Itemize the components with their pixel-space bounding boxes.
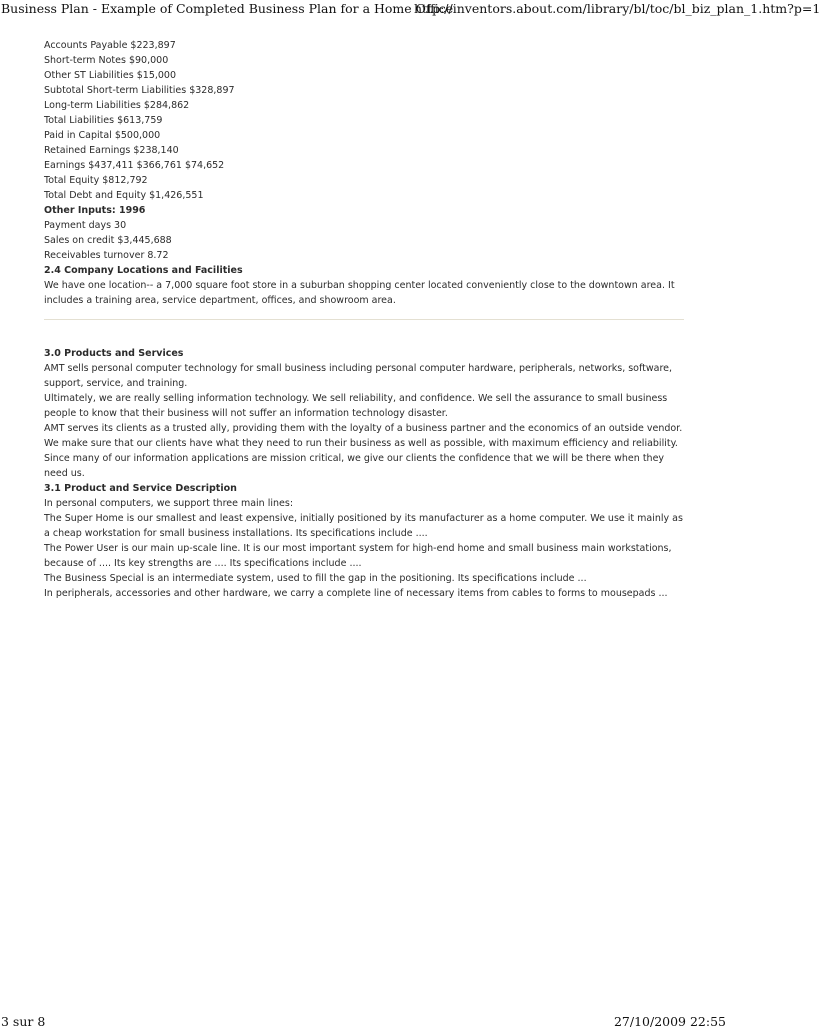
balance-line-total-liabilities: Total Liabilities $613,759: [44, 115, 163, 126]
section-3-1-paragraph: In peripherals, accessories and other hardware, we carry a complete line of necessary items from cables to forms to mousepads ...: [44, 588, 668, 599]
page-url: http://inventors.about.com/library/bl/toc/bl_biz_plan_1.htm?p=1: [414, 1, 820, 16]
balance-line-accounts-payable: Accounts Payable $223,897: [44, 40, 176, 51]
document-body: [44, 38, 684, 601]
section-3-1-paragraph: The Business Special is an intermediate system, used to fill the gap in the positioning. Its specifications include ...: [44, 573, 587, 584]
section-2-4-text: We have one location-- a 7,000 square foot store in a suburban shopping center located conveniently close to the downtown area. It includes a training area, service department, offices, and showroom area.: [44, 280, 675, 306]
section-3-1-paragraph: In personal computers, we support three main lines:: [44, 498, 294, 509]
section-3-0-paragraph: Ultimately, we are really selling information technology. We sell reliability, and confidence. We sell the assurance to small business people to know that their business will not suffer an information technology disaster.: [44, 393, 668, 419]
section-3-1-paragraph: The Super Home is our smallest and least expensive, initially positioned by its manufacturer as a home computer. We use it mainly as a cheap workstation for small business installations. Its specifications include ....: [44, 513, 683, 539]
input-line-sales-on-credit: Sales on credit $3,445,688: [44, 235, 172, 246]
balance-line-retained-earnings: Retained Earnings $238,140: [44, 145, 179, 156]
section-3-0-paragraph: AMT serves its clients as a trusted ally, providing them with the loyalty of a business partner and the economics of an outside vendor. We make sure that our clients have what they need to run their business as well as possible, with maximum efficiency and reliability. Since many of our information applications are mission critical, we give our clients the confidence that we will be there when they need us.: [44, 423, 683, 479]
balance-line-other-st-liabilities: Other ST Liabilities $15,000: [44, 70, 177, 81]
balance-line-subtotal-st-liabilities: Subtotal Short-term Liabilities $328,897: [44, 85, 235, 96]
balance-line-paid-in-capital: Paid in Capital $500,000: [44, 130, 161, 141]
balance-line-long-term-liabilities: Long-term Liabilities $284,862: [44, 100, 190, 111]
print-footer: [0, 1014, 728, 1030]
section-heading-3-0: 3.0 Products and Services: [44, 348, 184, 359]
section-divider: [44, 319, 684, 320]
balance-line-short-term-notes: Short-term Notes $90,000: [44, 55, 169, 66]
balance-line-total-debt-equity: Total Debt and Equity $1,426,551: [44, 190, 204, 201]
section-3-0-paragraph: AMT sells personal computer technology for small business including personal computer hardware, peripherals, networks, software, support, service, and training.: [44, 363, 673, 389]
print-datetime: 27/10/2009 22:55: [613, 1014, 726, 1029]
section-heading-2-4: 2.4 Company Locations and Facilities: [44, 265, 243, 276]
section-heading-3-1: 3.1 Product and Service Description: [44, 483, 237, 494]
page-number: 3 sur 8: [1, 1014, 46, 1029]
input-line-receivables-turnover: Receivables turnover 8.72: [44, 250, 169, 261]
page-title: Business Plan - Example of Completed Business Plan for a Home Office: [1, 1, 454, 16]
balance-line-earnings: Earnings $437,411 $366,761 $74,652: [44, 160, 225, 171]
input-line-payment-days: Payment days 30: [44, 220, 127, 231]
section-3-1-paragraph: The Power User is our main up-scale line. It is our most important system for high-end home and small business main workstations, because of .... Its key strengths are .... Its specifications include ....: [44, 543, 672, 569]
balance-line-total-equity: Total Equity $812,792: [44, 175, 148, 186]
print-header: [0, 1, 820, 17]
other-inputs-heading: Other Inputs: 1996: [44, 205, 146, 216]
